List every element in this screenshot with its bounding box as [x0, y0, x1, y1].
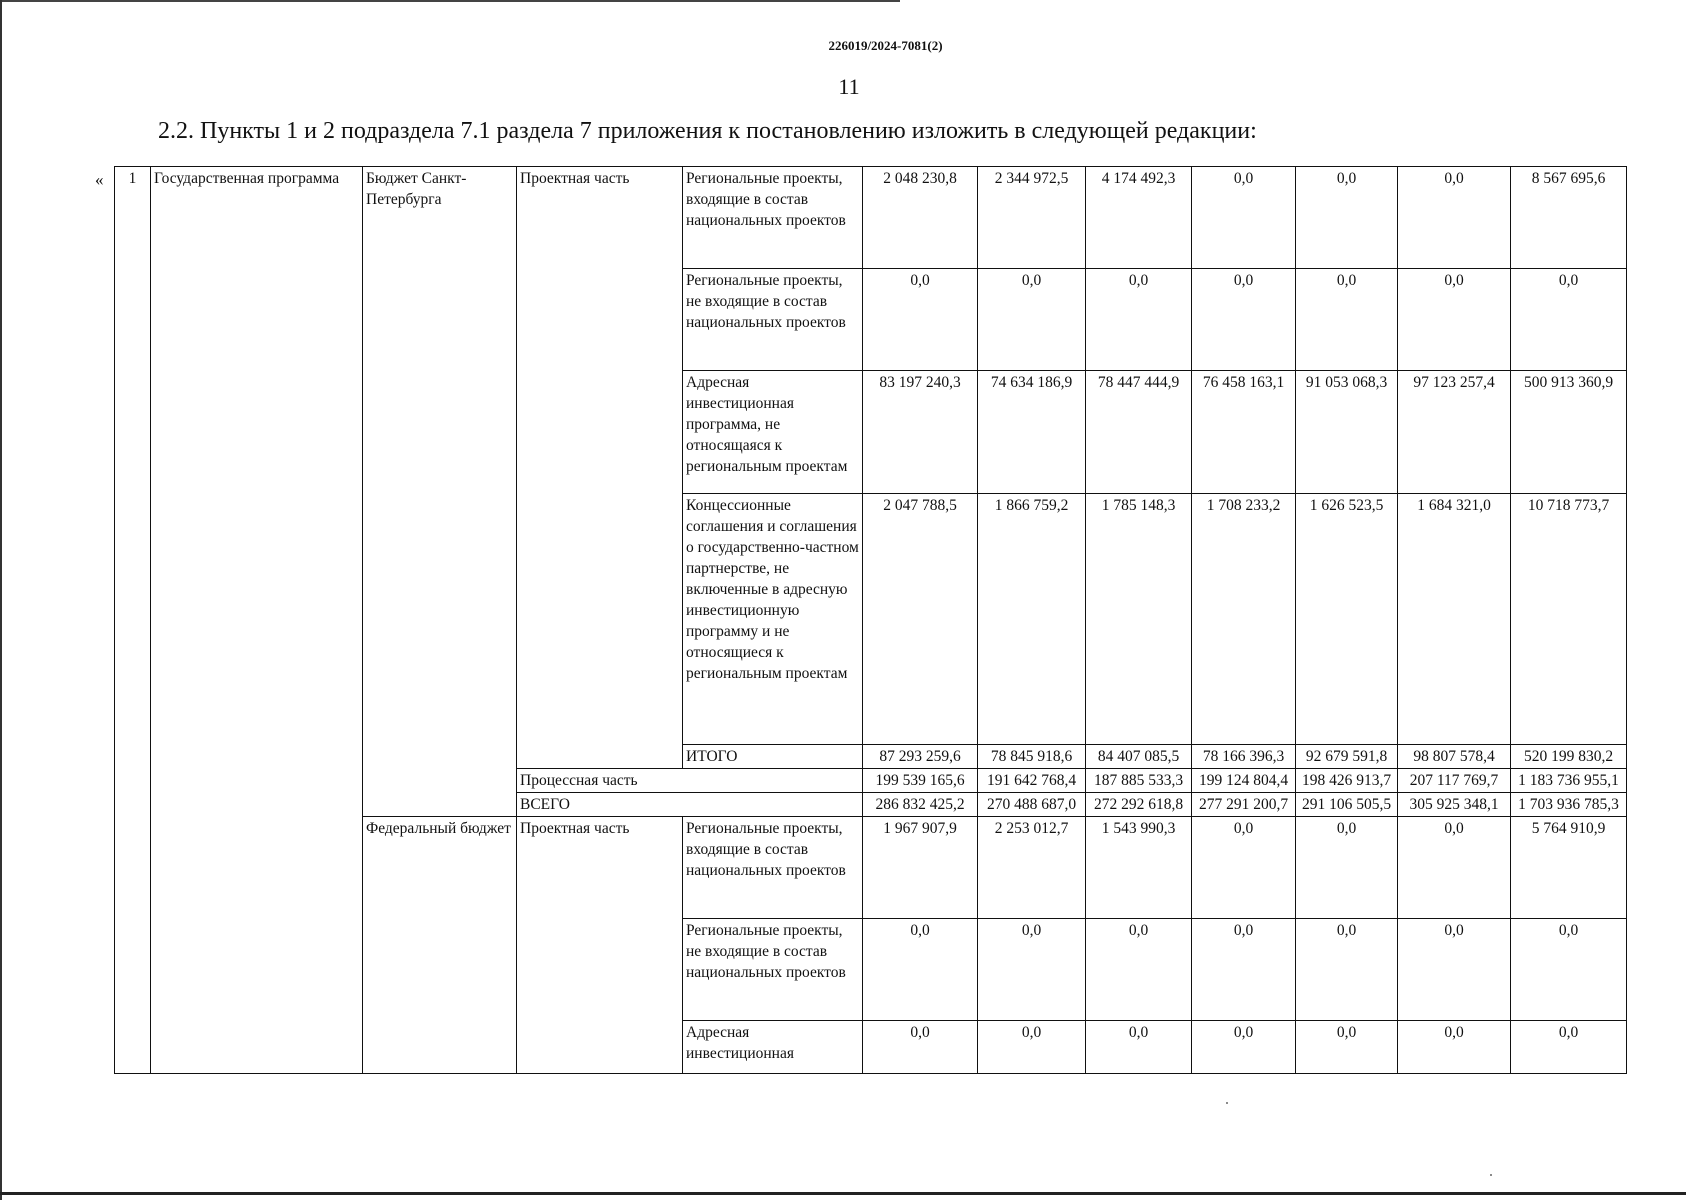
value-cell: 2 047 788,5	[863, 494, 978, 745]
value-cell: 199 124 804,4	[1192, 769, 1296, 793]
spb-row-label: Концессионные соглашения и соглашения о государственно-частном партнерстве, не включенные в адресную инвестиционную программу и не относящиеся к региональным проектам	[683, 494, 863, 745]
value-cell: 0,0	[863, 1021, 978, 1074]
value-cell: 187 885 533,3	[1086, 769, 1192, 793]
value-cell: 74 634 186,9	[978, 371, 1086, 494]
value-cell: 199 539 165,6	[863, 769, 978, 793]
value-cell: 0,0	[1398, 167, 1511, 269]
value-cell: 0,0	[863, 919, 978, 1021]
federal-budget-source-cell: Федеральный бюджет	[363, 817, 517, 1074]
value-cell: 0,0	[1086, 919, 1192, 1021]
value-cell: 0,0	[1192, 167, 1296, 269]
value-cell: 1 785 148,3	[1086, 494, 1192, 745]
federal-row-label: Региональные проекты, входящие в состав национальных проектов	[683, 817, 863, 919]
value-cell: 0,0	[1296, 167, 1398, 269]
value-cell: 0,0	[1296, 1021, 1398, 1074]
value-cell: 0,0	[863, 269, 978, 371]
scan-edge-top	[0, 0, 900, 2]
scan-edge-bottom	[0, 1192, 1686, 1195]
value-cell: 4 174 492,3	[1086, 167, 1192, 269]
value-cell: 0,0	[978, 269, 1086, 371]
process-part-label: Процессная часть	[517, 769, 863, 793]
vsego-label: ВСЕГО	[517, 793, 863, 817]
value-cell: 2 253 012,7	[978, 817, 1086, 919]
spb-row-label: Региональные проекты, не входящие в состав национальных проектов	[683, 269, 863, 371]
value-cell: 84 407 085,5	[1086, 745, 1192, 769]
value-cell: 8 567 695,6	[1511, 167, 1627, 269]
spb-budget-source-cell: Бюджет Санкт-Петербурга	[363, 167, 517, 817]
scan-speck	[1490, 1174, 1492, 1176]
scan-speck	[1226, 1102, 1228, 1104]
program-label-cell: Государственная программа	[151, 167, 363, 1074]
value-cell: 0,0	[1192, 1021, 1296, 1074]
row-index-cell: 1	[115, 167, 151, 1074]
value-cell: 286 832 425,2	[863, 793, 978, 817]
value-cell: 198 426 913,7	[1296, 769, 1398, 793]
value-cell: 91 053 068,3	[1296, 371, 1398, 494]
value-cell: 92 679 591,8	[1296, 745, 1398, 769]
federal-project-part-cell: Проектная часть	[517, 817, 683, 1074]
value-cell: 78 166 396,3	[1192, 745, 1296, 769]
value-cell: 0,0	[1192, 269, 1296, 371]
value-cell: 0,0	[1086, 1021, 1192, 1074]
value-cell: 1 708 233,2	[1192, 494, 1296, 745]
value-cell: 0,0	[978, 919, 1086, 1021]
value-cell: 5 764 910,9	[1511, 817, 1627, 919]
value-cell: 0,0	[1398, 269, 1511, 371]
value-cell: 1 684 321,0	[1398, 494, 1511, 745]
value-cell: 291 106 505,5	[1296, 793, 1398, 817]
table-row	[115, 167, 1627, 269]
federal-row-label: Региональные проекты, не входящие в состав национальных проектов	[683, 919, 863, 1021]
value-cell: 83 197 240,3	[863, 371, 978, 494]
value-cell: 76 458 163,1	[1192, 371, 1296, 494]
value-cell: 1 703 936 785,3	[1511, 793, 1627, 817]
scan-edge-left	[0, 0, 2, 1200]
value-cell: 500 913 360,9	[1511, 371, 1627, 494]
value-cell: 0,0	[978, 1021, 1086, 1074]
section-heading: 2.2. Пункты 1 и 2 подраздела 7.1 раздела 7 приложения к постановлению изложить в следующей редакции:	[158, 118, 1257, 144]
value-cell: 0,0	[1192, 817, 1296, 919]
value-cell: 0,0	[1511, 919, 1627, 1021]
value-cell: 0,0	[1192, 919, 1296, 1021]
budget-table	[114, 166, 1627, 1074]
value-cell: 520 199 830,2	[1511, 745, 1627, 769]
value-cell: 0,0	[1398, 817, 1511, 919]
opening-quote-mark: «	[95, 170, 104, 189]
value-cell: 1 967 907,9	[863, 817, 978, 919]
value-cell: 2 048 230,8	[863, 167, 978, 269]
value-cell: 1 626 523,5	[1296, 494, 1398, 745]
federal-row-label: Адресная инвестиционная	[683, 1021, 863, 1074]
value-cell: 78 447 444,9	[1086, 371, 1192, 494]
spb-row-label: Адресная инвестиционная программа, не относящаяся к региональным проектам	[683, 371, 863, 494]
spb-project-part-cell: Проектная часть	[517, 167, 683, 769]
value-cell: 10 718 773,7	[1511, 494, 1627, 745]
value-cell: 305 925 348,1	[1398, 793, 1511, 817]
value-cell: 277 291 200,7	[1192, 793, 1296, 817]
value-cell: 2 344 972,5	[978, 167, 1086, 269]
value-cell: 97 123 257,4	[1398, 371, 1511, 494]
value-cell: 0,0	[1511, 269, 1627, 371]
value-cell: 0,0	[1086, 269, 1192, 371]
value-cell: 78 845 918,6	[978, 745, 1086, 769]
value-cell: 270 488 687,0	[978, 793, 1086, 817]
value-cell: 272 292 618,8	[1086, 793, 1192, 817]
value-cell: 1 183 736 955,1	[1511, 769, 1627, 793]
value-cell: 191 642 768,4	[978, 769, 1086, 793]
value-cell: 1 866 759,2	[978, 494, 1086, 745]
itogo-label: ИТОГО	[683, 745, 863, 769]
value-cell: 0,0	[1296, 919, 1398, 1021]
value-cell: 98 807 578,4	[1398, 745, 1511, 769]
document-number: 226019/2024-7081(2)	[828, 38, 943, 53]
value-cell: 207 117 769,7	[1398, 769, 1511, 793]
page-number: 11	[838, 74, 860, 99]
value-cell: 0,0	[1398, 1021, 1511, 1074]
value-cell: 87 293 259,6	[863, 745, 978, 769]
value-cell: 0,0	[1398, 919, 1511, 1021]
spb-row-label: Региональные проекты, входящие в состав национальных проектов	[683, 167, 863, 269]
value-cell: 0,0	[1296, 817, 1398, 919]
value-cell: 0,0	[1511, 1021, 1627, 1074]
value-cell: 0,0	[1296, 269, 1398, 371]
budget-table-wrapper	[114, 166, 1627, 1074]
value-cell: 1 543 990,3	[1086, 817, 1192, 919]
